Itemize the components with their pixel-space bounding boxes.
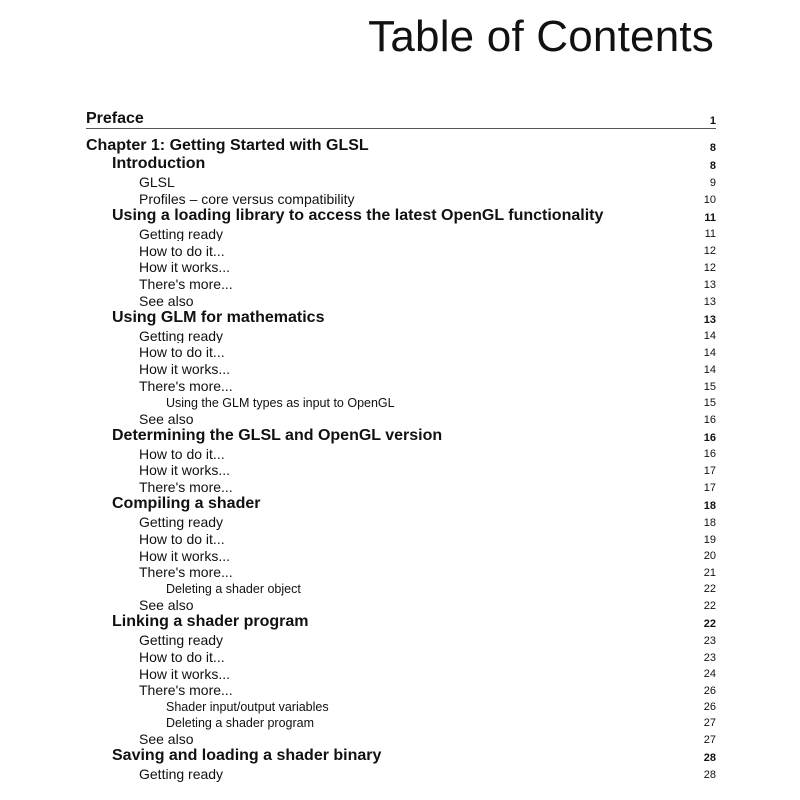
toc-entry[interactable]: [86, 427, 716, 445]
toc-entry[interactable]: [86, 747, 716, 765]
toc-entry[interactable]: [86, 665, 716, 682]
toc-entry-label: Using the GLM types as input to OpenGL: [166, 396, 395, 410]
toc-entry-page-number: 23: [703, 651, 716, 664]
toc-entry-label: Determining the GLSL and OpenGL version: [112, 427, 443, 444]
toc-entry-label: Introduction: [112, 156, 206, 173]
toc-entry-page-number: 19: [703, 533, 716, 546]
toc-entry-label: See also: [139, 293, 194, 309]
toc-entry-page-number: 1: [709, 115, 716, 127]
toc-entry-page-number: 15: [703, 396, 716, 409]
toc-entry-label: How it works...: [139, 463, 231, 479]
toc-entry[interactable]: [86, 327, 716, 344]
toc-entry-page-number: 13: [703, 295, 716, 308]
toc-entry-page-number: 17: [703, 481, 716, 494]
toc-entry[interactable]: [86, 530, 716, 547]
toc-entry-page-number: 28: [703, 751, 716, 764]
toc-entry[interactable]: [86, 580, 716, 596]
toc-entry-page-number: 12: [703, 261, 716, 274]
toc-entry[interactable]: [86, 698, 716, 714]
toc-entry-label: There's more...: [139, 480, 233, 495]
toc-entry-page-number: 16: [703, 413, 716, 426]
toc-entry-label: Getting ready: [139, 328, 224, 344]
table-of-contents: [86, 104, 716, 782]
toc-entry-label: Getting ready: [139, 767, 224, 782]
toc-entry-label: How it works...: [139, 666, 231, 682]
toc-entry-page-number: 11: [704, 228, 716, 241]
toc-entry-label: How it works...: [139, 260, 231, 275]
toc-entry-page-number: 27: [703, 717, 716, 730]
toc-entry[interactable]: [86, 360, 716, 377]
toc-entry-page-number: 16: [703, 431, 716, 444]
toc-entry[interactable]: [86, 394, 716, 410]
toc-entry[interactable]: [86, 104, 716, 129]
toc-entry-page-number: 22: [703, 617, 716, 630]
toc-entry-page-number: 28: [703, 768, 716, 781]
toc-entry-label: Preface: [86, 111, 144, 128]
toc-entry-page-number: 10: [703, 193, 716, 206]
toc-entry[interactable]: [86, 241, 716, 258]
toc-entry-label: There's more...: [139, 277, 233, 292]
toc-entry-page-number: 15: [703, 380, 716, 393]
toc-entry-label: How to do it...: [139, 243, 225, 259]
toc-entry[interactable]: [86, 275, 716, 292]
toc-entry-page-number: 13: [703, 313, 716, 326]
toc-entry-page-number: 14: [703, 363, 716, 376]
toc-entry-label: Deleting a shader object: [166, 583, 301, 597]
toc-entry[interactable]: [86, 461, 716, 478]
toc-entry[interactable]: [86, 513, 716, 530]
toc-entry-page-number: 8: [709, 160, 716, 172]
toc-entry[interactable]: [86, 478, 716, 495]
toc-entry-label: Getting ready: [139, 226, 224, 242]
toc-entry-label: See also: [139, 732, 194, 747]
toc-entry-page-number: 18: [703, 499, 716, 512]
toc-entry[interactable]: [86, 730, 716, 747]
toc-entry-page-number: 20: [703, 550, 716, 563]
toc-entry-label: Profiles – core versus compatibility: [139, 191, 355, 207]
toc-entry-page-number: 9: [709, 176, 716, 189]
toc-entry-label: Compiling a shader: [112, 496, 261, 513]
toc-entry-label: See also: [139, 411, 194, 427]
toc-entry-label: There's more...: [139, 379, 233, 394]
toc-entry[interactable]: [86, 681, 716, 698]
toc-entry-page-number: 27: [703, 733, 716, 746]
toc-entry[interactable]: [86, 343, 716, 360]
toc-entry[interactable]: [86, 631, 716, 648]
toc-entry-page-number: 23: [703, 634, 716, 647]
toc-entry-page-number: 22: [703, 599, 716, 612]
toc-entry-label: How to do it...: [139, 345, 225, 361]
toc-entry-label: Shader input/output variables: [166, 701, 329, 714]
toc-entry-label: Using a loading library to access the latest OpenGL functionality: [112, 207, 604, 224]
toc-entry[interactable]: [86, 292, 716, 309]
toc-entry[interactable]: [86, 495, 716, 513]
toc-entry[interactable]: [86, 714, 716, 730]
toc-entry[interactable]: [86, 190, 716, 207]
toc-entry[interactable]: [86, 173, 716, 190]
toc-entry-label: Getting ready: [139, 515, 224, 530]
toc-entry-page-number: 22: [703, 583, 716, 596]
toc-entry-page-number: 21: [703, 567, 716, 580]
page-title: Table of Contents: [368, 12, 714, 61]
toc-entry-label: How it works...: [139, 548, 231, 564]
toc-entry[interactable]: [86, 258, 716, 275]
toc-entry[interactable]: [86, 613, 716, 631]
toc-entry[interactable]: [86, 131, 716, 155]
toc-entry-page-number: 16: [703, 448, 716, 461]
toc-entry-page-number: 13: [703, 278, 716, 291]
toc-entry-page-number: 12: [703, 245, 716, 258]
toc-entry-label: There's more...: [139, 683, 233, 699]
toc-entry-page-number: 8: [709, 142, 716, 154]
toc-entry-label: There's more...: [139, 565, 233, 581]
toc-entry-page-number: 18: [703, 516, 716, 529]
toc-entry-page-number: 11: [704, 211, 716, 224]
toc-entry[interactable]: [86, 445, 716, 462]
toc-entry-page-number: 14: [703, 347, 716, 360]
toc-entry-page-number: 14: [703, 330, 716, 343]
toc-entry-label: Getting ready: [139, 633, 224, 648]
toc-entry-label: See also: [139, 598, 194, 613]
toc-entry[interactable]: [86, 563, 716, 580]
toc-entry-label: Saving and loading a shader binary: [112, 748, 382, 765]
toc-entry-page-number: 26: [703, 701, 716, 714]
toc-entry[interactable]: [86, 648, 716, 665]
toc-entry-label: How to do it...: [139, 531, 225, 547]
toc-entry-label: Chapter 1: Getting Started with GLSL: [86, 138, 369, 155]
toc-entry[interactable]: [86, 547, 716, 564]
toc-entry[interactable]: [86, 309, 716, 327]
toc-entry-label: Deleting a shader program: [166, 717, 314, 730]
toc-entry[interactable]: [86, 207, 716, 225]
toc-entry-label: How it works...: [139, 362, 231, 377]
toc-entry[interactable]: [86, 155, 716, 173]
toc-entry[interactable]: [86, 225, 716, 242]
toc-entry-label: Using GLM for mathematics: [112, 309, 325, 326]
toc-entry[interactable]: [86, 765, 716, 782]
toc-entry-label: How to do it...: [139, 446, 225, 462]
toc-entry-label: Linking a shader program: [112, 614, 309, 631]
toc-entry[interactable]: [86, 410, 716, 427]
toc-entry-page-number: 17: [703, 465, 716, 478]
toc-entry-page-number: 24: [703, 668, 716, 681]
toc-entry[interactable]: [86, 377, 716, 394]
toc-entry-label: GLSL: [139, 175, 175, 190]
toc-entry-page-number: 26: [703, 685, 716, 698]
toc-entry-label: How to do it...: [139, 649, 225, 665]
toc-entry[interactable]: [86, 596, 716, 613]
